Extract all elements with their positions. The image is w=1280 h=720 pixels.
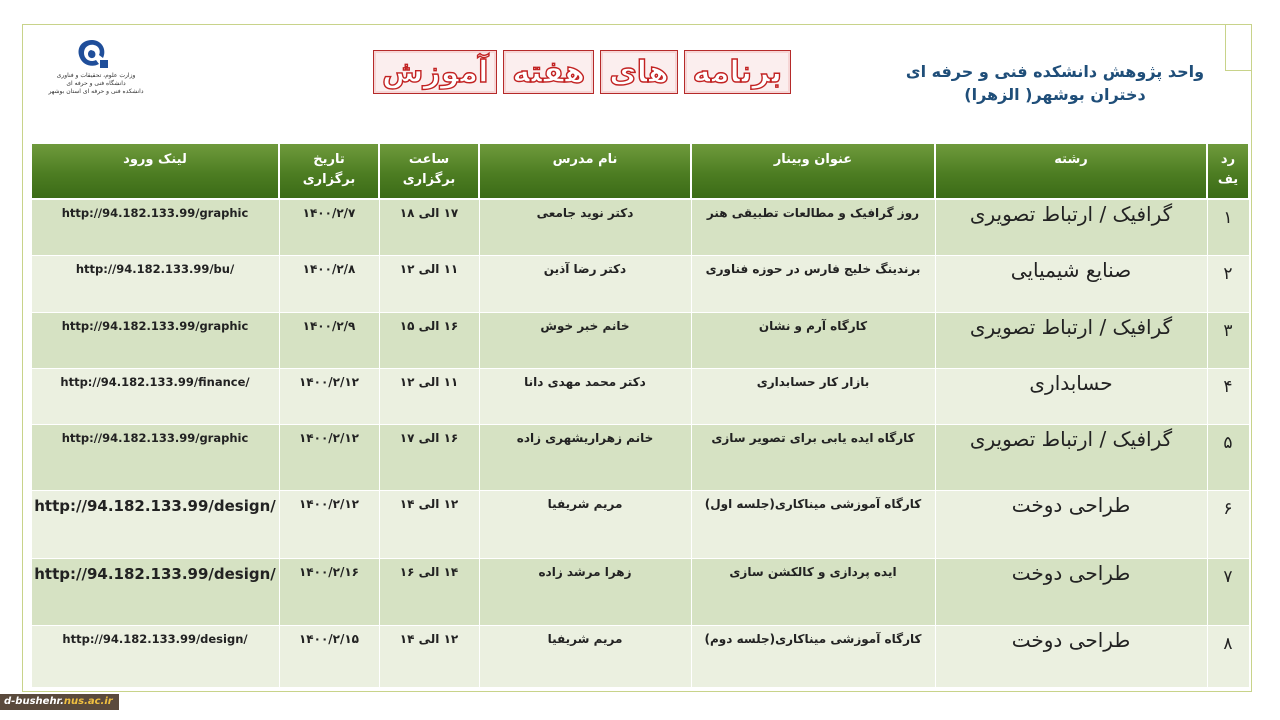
institution-heading — [880, 60, 1230, 106]
title-cell: برندینگ خلیج فارس در حوزه فناوری — [691, 255, 935, 312]
footer-domain-prefix: d-bushehr. — [4, 696, 64, 707]
header-row-number: رد یف — [1207, 143, 1249, 199]
title-cell: کارگاه آموزشی میناکاری(جلسه دوم) — [691, 625, 935, 687]
title-cell: بازار کار حسابداری — [691, 368, 935, 424]
logo-line-university: دانشگاه فنی و حرفه ای — [66, 80, 126, 87]
banner-word: برنامه — [684, 50, 791, 94]
time-cell: ۱۴ الی ۱۶ — [379, 558, 479, 625]
banner-word: آموزش — [373, 50, 497, 94]
entry-link[interactable]: http://94.182.133.99/graphic — [31, 424, 279, 490]
logo-line-faculty: دانشکده فنی و حرفه ای استان بوشهر — [48, 88, 144, 95]
teacher-cell: دکتر محمد مهدی دانا — [479, 368, 691, 424]
entry-link[interactable]: http://94.182.133.99/design/ — [31, 558, 279, 625]
teacher-cell: دکتر نوید جامعی — [479, 199, 691, 255]
banner-title — [370, 48, 794, 96]
banner-word: های — [600, 50, 678, 94]
title-cell: کارگاه آموزشی میناکاری(جلسه اول) — [691, 490, 935, 558]
institution-line-2: دختران بوشهر( الزهرا) — [964, 85, 1146, 104]
date-cell: ۱۴۰۰/۲/۸ — [279, 255, 379, 312]
header-link: لینک ورود — [31, 143, 279, 199]
field-cell: صنایع شیمیایی — [935, 255, 1207, 312]
field-cell: طراحی دوخت — [935, 625, 1207, 687]
date-cell: ۱۴۰۰/۲/۱۲ — [279, 368, 379, 424]
table-row — [31, 368, 1249, 424]
title-cell: کارگاه آرم و نشان — [691, 312, 935, 368]
table-row — [31, 199, 1249, 255]
time-cell: ۱۱ الی ۱۲ — [379, 255, 479, 312]
row-number: ۸ — [1207, 625, 1249, 687]
university-emblem-icon — [72, 38, 112, 72]
date-cell: ۱۴۰۰/۲/۱۲ — [279, 490, 379, 558]
title-cell: روز گرافیک و مطالعات تطبیقی هنر — [691, 199, 935, 255]
row-number: ۵ — [1207, 424, 1249, 490]
table-row — [31, 312, 1249, 368]
teacher-cell: خانم زهراریشهری زاده — [479, 424, 691, 490]
teacher-cell: خانم خبر خوش — [479, 312, 691, 368]
table-row — [31, 255, 1249, 312]
field-cell: گرافیک / ارتباط تصویری — [935, 312, 1207, 368]
date-cell: ۱۴۰۰/۲/۱۶ — [279, 558, 379, 625]
entry-link[interactable]: http://94.182.133.99/design/ — [31, 490, 279, 558]
row-number: ۴ — [1207, 368, 1249, 424]
field-cell: گرافیک / ارتباط تصویری — [935, 424, 1207, 490]
entry-link[interactable]: http://94.182.133.99/graphic — [31, 199, 279, 255]
date-cell: ۱۴۰۰/۲/۷ — [279, 199, 379, 255]
entry-link[interactable]: http://94.182.133.99/finance/ — [31, 368, 279, 424]
header-time: ساعت برگزاری — [379, 143, 479, 199]
banner-word: هفته — [503, 50, 594, 94]
entry-link[interactable]: http://94.182.133.99/bu/ — [31, 255, 279, 312]
field-cell: طراحی دوخت — [935, 490, 1207, 558]
row-number: ۳ — [1207, 312, 1249, 368]
field-cell: حسابداری — [935, 368, 1207, 424]
title-cell: ایده پردازی و کالکشن سازی — [691, 558, 935, 625]
time-cell: ۱۲ الی ۱۴ — [379, 625, 479, 687]
teacher-cell: زهرا مرشد زاده — [479, 558, 691, 625]
time-cell: ۱۲ الی ۱۴ — [379, 490, 479, 558]
table-row — [31, 625, 1249, 687]
table-header-row — [31, 143, 1249, 199]
header-teacher: نام مدرس — [479, 143, 691, 199]
field-cell: طراحی دوخت — [935, 558, 1207, 625]
field-cell: گرافیک / ارتباط تصویری — [935, 199, 1207, 255]
logo-text — [48, 72, 144, 96]
entry-link[interactable]: http://94.182.133.99/graphic — [31, 312, 279, 368]
logo-line-ministry: وزارت علوم، تحقیقات و فناوری — [56, 72, 136, 79]
teacher-cell: دکتر رضا آذین — [479, 255, 691, 312]
row-number: ۶ — [1207, 490, 1249, 558]
time-cell: ۱۶ الی ۱۵ — [379, 312, 479, 368]
row-number: ۲ — [1207, 255, 1249, 312]
row-number: ۱ — [1207, 199, 1249, 255]
table-row — [31, 424, 1249, 490]
table-row — [31, 490, 1249, 558]
date-cell: ۱۴۰۰/۲/۱۵ — [279, 625, 379, 687]
time-cell: ۱۱ الی ۱۲ — [379, 368, 479, 424]
footer-domain-accent: nus.ac.ir — [63, 696, 113, 707]
time-cell: ۱۶ الی ۱۷ — [379, 424, 479, 490]
teacher-cell: مریم شریفیا — [479, 625, 691, 687]
table-row — [31, 558, 1249, 625]
institution-line-1: واحد پژوهش دانشکده فنی و حرفه ای — [905, 62, 1205, 81]
header-date: تاریخ برگزاری — [279, 143, 379, 199]
title-cell: کارگاه ایده یابی برای تصویر سازی — [691, 424, 935, 490]
date-cell: ۱۴۰۰/۲/۹ — [279, 312, 379, 368]
university-logo — [48, 38, 144, 118]
footer-site-link[interactable] — [0, 694, 119, 710]
teacher-cell: مریم شریفیا — [479, 490, 691, 558]
date-cell: ۱۴۰۰/۲/۱۲ — [279, 424, 379, 490]
row-number: ۷ — [1207, 558, 1249, 625]
entry-link[interactable]: http://94.182.133.99/design/ — [31, 625, 279, 687]
time-cell: ۱۷ الی ۱۸ — [379, 199, 479, 255]
webinar-schedule-table — [30, 142, 1250, 688]
header-webinar-title: عنوان وبینار — [691, 143, 935, 199]
header-field: رشته — [935, 143, 1207, 199]
